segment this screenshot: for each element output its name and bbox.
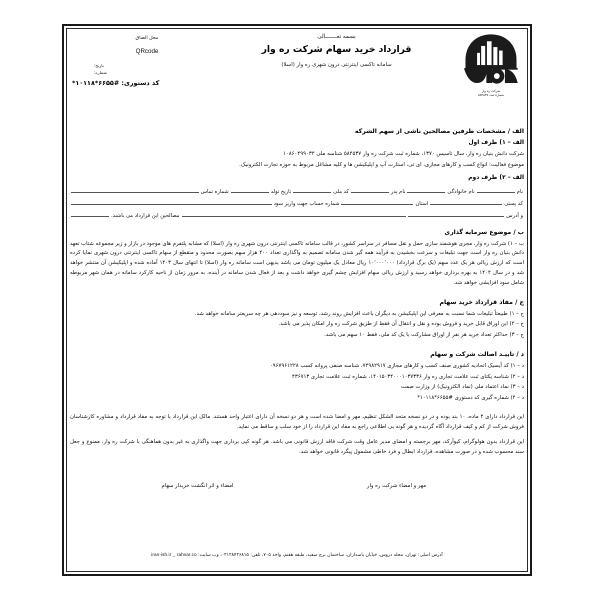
input-national-id[interactable] <box>293 186 331 193</box>
label-province: استان <box>415 200 429 207</box>
dial-code-value: #۶۶۵۵*۱۰۱۱۸* <box>72 78 120 87</box>
section-alef-party1-heading: الف – ۱) طرف اول <box>468 140 524 147</box>
company-logo <box>460 33 522 97</box>
logo-caption-company: شرکت ره وار <box>481 89 501 93</box>
spacer-after-alef <box>70 220 524 224</box>
spacer-after-jim <box>70 342 524 346</box>
label-birthdate: تاریخ تولد <box>270 188 292 195</box>
title-block <box>219 34 454 68</box>
document-frame <box>62 24 532 576</box>
closing-paragraph-1: این قرارداد دارای ۴ ماده، ۱۰ بند بوده و در دو نسخه متحد الشکل تنظیم، مهر و امضا شده است و هر دو نسخه آن دارای اعتبار واحد هستند. مالک این قرارداد با توجه به مفاد قرارداد و مشاوره کارشناسان فروش شرکت از کم و کیف قرارداد آگاه گردیده و هر گونه بی اطلاعی راجع به مفاد این قرارداد را از خود سلب و ساقط می نماید. <box>70 414 524 430</box>
section-be-heading: ب / موضوع سرمایه گذاری <box>444 228 524 236</box>
qrcode-placeholder: QRcode <box>135 48 159 56</box>
signature-row <box>70 483 524 489</box>
dial-code-label: کد دستوری: <box>121 78 160 87</box>
section-alef-heading: الف / مشخصات طرفین مصالحین ناشی از سهم الشرکه <box>354 128 524 135</box>
footer-separator: _ <box>172 551 176 557</box>
section-dal-item-1: د – ۱) کد آیسیک اتحادیه کشوری صنف کسب و کارهای مجازی ۷۴۹۸۲۹۱۷، شناسه صنفی پروانه کسب ۰۹۶۷۹۶۱۲۲۸ <box>269 362 524 369</box>
input-province[interactable] <box>341 198 413 205</box>
document-header <box>70 31 524 123</box>
footer-address-text: آدرس اصلی: تهران، محله دروس، خیابان پاسداران، ساختمان برج سفید، طبقه هفتم، واحد ۷۰۵، تلفن: ۰۲۱۲۸۴۲۶۸۱۵، وب سایت: <box>198 552 443 558</box>
section-alef-party2-heading: الف – ۲) طرف دوم <box>468 175 524 182</box>
section-dal-item-2: د – ۲) شناسه یکتای ثبت علامت تجاری ره وار ۱۴۰۱۵۰۳۴۰۰۰۱۰۳۷۳۳۶، شماره ثبت علامت تجاری ۴۳۶۷۱۳ <box>292 373 524 380</box>
label-postal-code: کد پستی <box>504 200 523 207</box>
input-father[interactable] <box>351 186 389 193</box>
date-label: تاریخ: <box>94 63 104 69</box>
label-national-id: کد ملی <box>333 188 349 195</box>
input-family[interactable] <box>407 186 445 193</box>
closing-paragraph-2: این قرارداد بدون هولوگرام، کیوآرکد، مهر برجسته و امضای مدیر عامل وقت شرکت فاقد ارزش قانونی می باشد. هر گونه کپی برداری جهت واگذاری به غیر بدون هماهنگی با شرکت ره وار، ممنوع و جعل سند محسوب شده و در صورت مشاهده، قرارداد ابطال و فرد خاطی مشمول پیگرد قانونی خواهد شد. <box>70 438 524 455</box>
input-address[interactable] <box>408 210 504 217</box>
section-be-item-1: ب – ۱) شرکت ره وار، مجری هوشمند سازی حمل و نقل مسافر در سراسر کشور، در قالب سامانه تاکسی اینترنتی درون شهری ره وار (اسلا) که مشابه پلتفرم های موجود در بازار و زیر مجموعه شتاب تعهد دانش بنیان ره وار است جهت تبلیغات و سرعت بخشیدن به فرآیند همه گیر شدن سامانه تصمیم به واگذاری تعداد ۴۰۰ هزار سهم بصورت محدود و منقطع از سهام تاکسی اینترنتی درون شهری نمایا کرده است که ارزش ریالی هر یک عدد سهم (یک برگ قرارداد) ۱۰٬۰۰۰٬۰۰۰ ریال معادل یک میلیون تومان می باشد بدیهی است سامانه ره وار (اسلا) تا انتهای سال ۱۴۰۳ آماده شده و اپلیکیشن آن منتشر خواهد شد و در سال ۱۴۰۴ به بهره برداری خواهد رسید و ارزش ریالی سهام افزایش چشم گیری خواهد داشت و بعد از فعال شدن سامانه در آینده، به مرور زمان از ناحیه کارکرد سامانه در همان شهر مربوطه شامل سود افزایشی خواهد شد. <box>70 240 525 286</box>
label-father: نام پدر <box>390 188 406 195</box>
label-address: و آدرس <box>506 212 523 219</box>
spacer-after-be <box>70 290 524 294</box>
input-address-cont[interactable] <box>182 210 407 217</box>
page-title: قرارداد خرید سهام شرکت ره وار <box>261 44 412 55</box>
signature-company-label: مهر و امضاء شرکت ره وار <box>366 483 427 490</box>
section-jim-item-1: ج – ۱) طبیعتاً تبلیغات شما نسبت به معرفی این اپلیکیشن به دیگران باعث افزایش روند رشد، توسعه و نیز سوددهی هر چه سریعتر سامانه خواهد شد. <box>194 310 524 317</box>
input-birthdate[interactable] <box>231 186 269 193</box>
footer-address <box>78 551 516 559</box>
document-content <box>70 31 524 569</box>
section-jim-item-3: ج – ۳) حداکثر تعداد خرید هر نفر از اوراق مشارکت با یک کد ملی، فقط ۱۰ سهم می باشد. <box>324 332 524 339</box>
section-dal-item-3: د – ۳) نماد اعتماد ملی (نماد الکترونیک) از وزارت صمت <box>400 384 524 391</box>
label-phone: شماره تماس <box>200 188 229 195</box>
label-account-number: شماره حساب جهت واریز سود <box>273 200 340 207</box>
party2-form-row-3 <box>70 210 524 219</box>
seal-placeholder-label: محل الصاق <box>135 36 159 41</box>
section-jim-item-2: ج – ۲) این اوراق قابل خرید و فروش بوده و نقل و انتقال آن فقط از طریق شرکت ره وار امکان پذیر می باشد. <box>278 321 524 328</box>
rahvar-logo-icon <box>462 33 520 89</box>
party1-registration-info: شرکت دانش بنیان ره وار، سال تاسیس ۱۳۷۰، شماره ثبت شرکت ره وار ۵۸۴۵۳۷ شناسه ملی ۱۰۸۶۰۴۹۹۰۳۴ <box>283 151 524 158</box>
stamp-block <box>72 35 222 87</box>
party2-form-row-1 <box>70 186 524 195</box>
number-label: شماره: <box>94 69 107 75</box>
section-dal-item-4: د – ۴) شماره گیری کد دستوری #۶۶۵۵*۱۰۱۱۸* <box>417 395 524 402</box>
logo-caption-registration: شماره ثبت ۵۸۴۵۳۷ <box>478 93 504 97</box>
footer-website-primary[interactable]: iran-ish.ir <box>151 551 172 557</box>
page-subtitle: سامانه تاکسی اینترنتی درون شهری ره وار (اسلا) <box>281 62 392 68</box>
section-jim-heading: ج / مفاد قرارداد خرید سهام <box>439 298 524 306</box>
label-family: نام خانوادگی <box>447 188 475 195</box>
spacer-before-closing <box>70 405 524 413</box>
party2-form-row-2 <box>70 198 524 207</box>
input-phone[interactable] <box>71 186 199 193</box>
input-postal-code[interactable] <box>430 198 502 205</box>
besmellah-text: بسمه تعـــــــالی <box>317 34 356 40</box>
footer-website-secondary[interactable]: rahvar.co <box>176 551 197 557</box>
input-account-number[interactable] <box>71 198 272 205</box>
party2-closing-text: مصالحین این قرارداد می باشند. <box>111 212 180 219</box>
input-address-tail[interactable] <box>71 210 109 217</box>
signature-buyer-label: امضاء و اثر انگشت خریدار سهام <box>161 483 234 490</box>
party1-activity-scope: موضوع فعالیت: انواع کسب و کارهای مجازی، ای تی، استارت آپ و اپلیکیشن ها و کلیه مشاغل مربوط به حوزه تجارت الکترونیک. <box>239 162 524 169</box>
section-dal-heading: د / تاییـد اصالت شرکت و سهام <box>430 351 524 359</box>
label-name: نام <box>516 188 523 195</box>
dial-code <box>72 79 222 87</box>
input-name[interactable] <box>477 186 515 193</box>
